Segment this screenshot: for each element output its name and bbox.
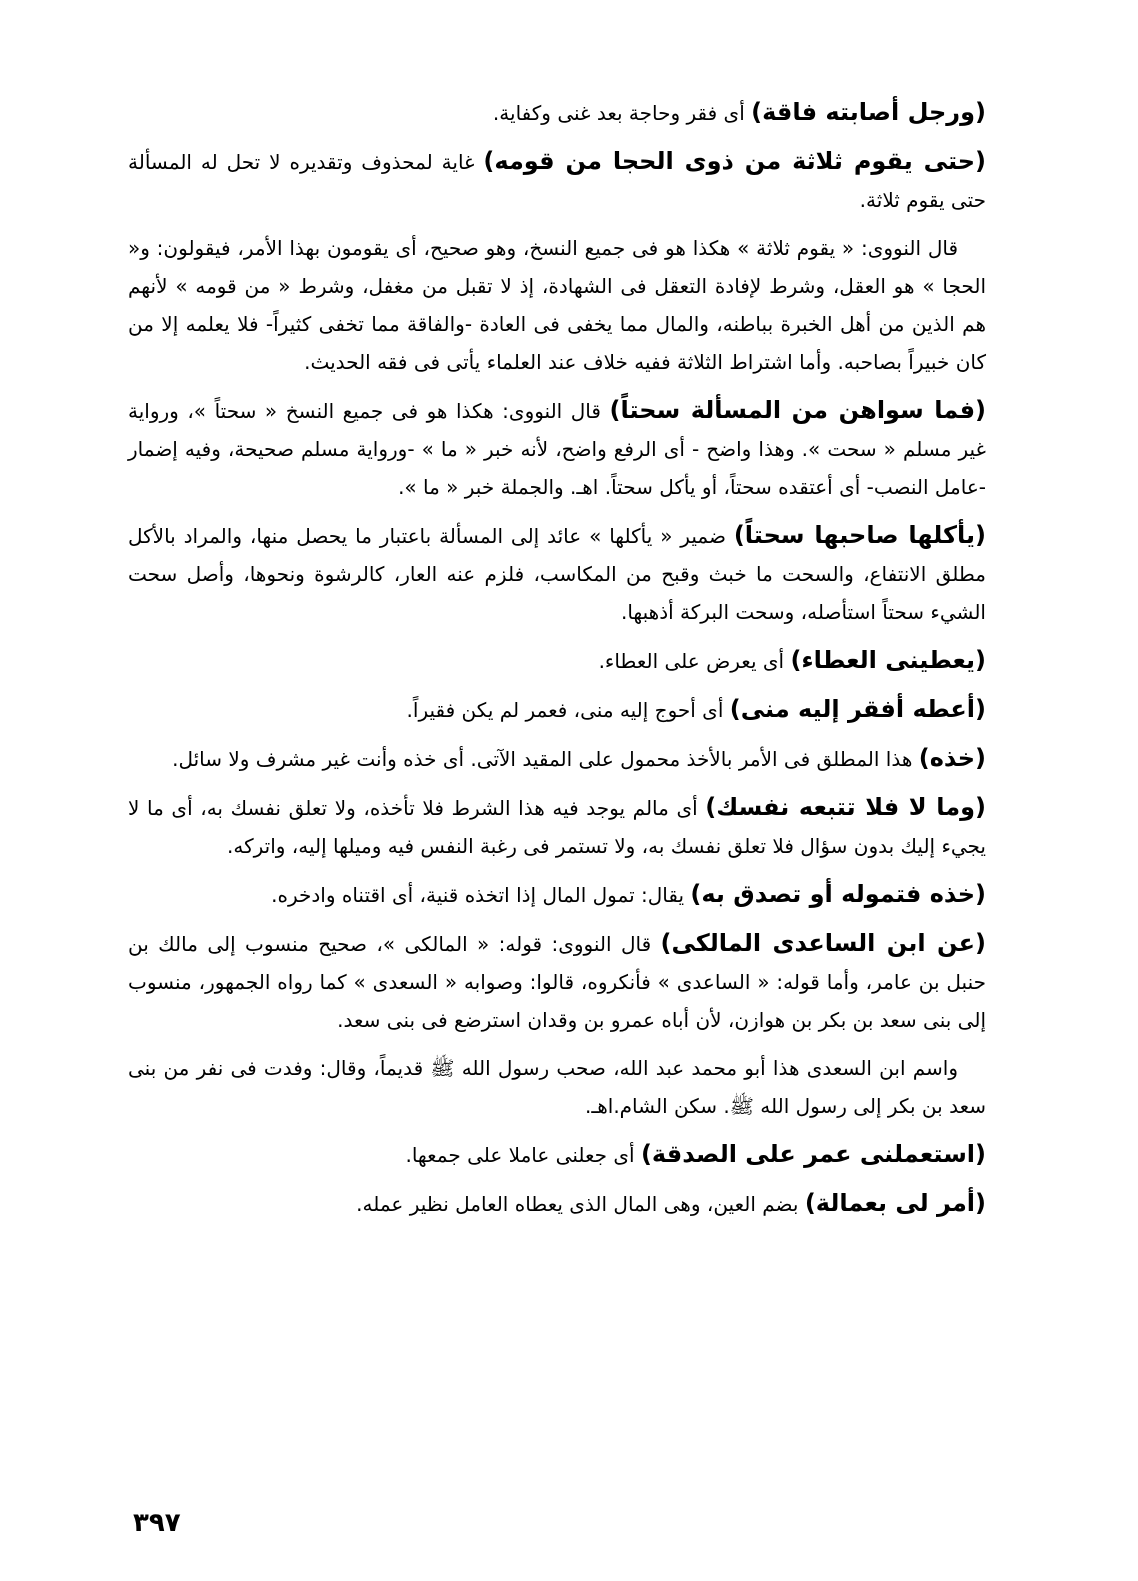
- paragraph: [128, 788, 986, 865]
- hadith-term: (يأكلها صاحبها سحتاً): [733, 521, 986, 549]
- paragraph: [128, 641, 986, 680]
- hadith-term: (خذه فتموله أو تصدق به): [690, 880, 986, 908]
- commentary-text: ضمير « يأكلها » عائد إلى المسألة باعتبار ما يحصل منها، والمراد بالأكل مطلق الانتفاع، والسحت ما خبث وقبح من المكاسب، فلزم عنه العار، كالرشوة ونحوها، وأصل سحت الشيء سحتاً استأصله، وسحت البركة أذهبها.: [128, 524, 986, 624]
- paragraph: [128, 229, 986, 381]
- hadith-term: (خذه): [918, 744, 986, 772]
- paragraph: [128, 516, 986, 631]
- paragraph: [128, 1049, 986, 1125]
- page-number: ٣٩٧: [133, 1508, 181, 1538]
- paragraph: [128, 690, 986, 729]
- paragraph: [128, 924, 986, 1039]
- body-text: [128, 93, 986, 1233]
- hadith-term: (ورجل أصابته فاقة): [751, 98, 986, 126]
- commentary-text: أى يعرض على العطاء.: [598, 649, 791, 673]
- hadith-term: (أمر لى بعمالة): [804, 1189, 986, 1217]
- paragraph: [128, 391, 986, 506]
- hadith-term: (فما سواهن من المسألة سحتاً): [609, 396, 987, 424]
- hadith-term: (حتى يقوم ثلاثة من ذوى الحجا من قومه): [483, 147, 986, 175]
- paragraph: [128, 1135, 986, 1174]
- hadith-term: (استعملنى عمر على الصدقة): [640, 1140, 986, 1168]
- commentary-text: أى فقر وحاجة بعد غنى وكفاية.: [492, 101, 752, 125]
- commentary-text: يقال: تمول المال إذا اتخذه قنية، أى اقتناه وادخره.: [271, 883, 691, 907]
- paragraph: [128, 1184, 986, 1223]
- commentary-text: بضم العين، وهى المال الذى يعطاه العامل نظير عمله.: [356, 1192, 805, 1216]
- commentary-text: هذا المطلق فى الأمر بالأخذ محمول على المقيد الآتى. أى خذه وأنت غير مشرف ولا سائل.: [172, 747, 919, 771]
- paragraph: [128, 739, 986, 778]
- hadith-term: (أعطه أفقر إليه منى): [729, 695, 986, 723]
- commentary-text: واسم ابن السعدى هذا أبو محمد عبد الله، صحب رسول الله ﷺ قديماً، وقال: وفدت فى نفر من بنى سعد بن بكر إلى رسول الله ﷺ. سكن الشام.اهـ.: [128, 1056, 986, 1118]
- hadith-term: (عن ابن الساعدى المالكى): [660, 929, 986, 957]
- commentary-text: قال النووى: هكذا هو فى جميع النسخ « سحتاً »، ورواية غير مسلم « سحت ». وهذا واضح - أى الرفع واضح، لأنه خبر « ما » -ورواية مسلم صحيحة، وفيه إضمار -عامل النصب- أى أعتقده سحتاً، أو يأكل سحتاً. اهـ. والجملة خبر « ما ».: [128, 399, 986, 499]
- hadith-term: (وما لا فلا تتبعه نفسك): [705, 793, 986, 821]
- hadith-term: (يعطينى العطاء): [790, 646, 986, 674]
- commentary-text: أى جعلنى عاملا على جمعها.: [405, 1143, 641, 1167]
- commentary-text: غاية لمحذوف وتقديره لا تحل له المسألة حتى يقوم ثلاثة.: [128, 150, 986, 212]
- commentary-text: أى مالم يوجد فيه هذا الشرط فلا تأخذه، ولا تعلق نفسك به، أى ما لا يجيء إليك بدون سؤال فلا تعلق نفسك به، ولا تستمر فى رغبة النفس فيه وميلها إليه، واتركه.: [128, 796, 986, 858]
- commentary-text: قال النووى: « يقوم ثلاثة » هكذا هو فى جميع النسخ، وهو صحيح، أى يقومون بهذا الأمر، فيقولون: و« الحجا » هو العقل، وشرط لإفادة التعقل فى الشهادة، إذ لا تقبل من مغفل، وشرط « من قومه » لأنهم هم الذين من أهل الخبرة بباطنه، والمال مما يخفى فى العادة -والفاقة مما تخفى كثيراً- فلا يعلمه إلا من كان خبيراً بصاحبه. وأما اشتراط الثلاثة ففيه خلاف عند العلماء يأتى فى فقه الحديث.: [128, 236, 986, 374]
- commentary-text: قال النووى: قوله: « المالكى »، صحيح منسوب إلى مالك بن حنبل بن عامر، وأما قوله: « الساعدى » فأنكروه، قالوا: وصوابه « السعدى » كما رواه الجمهور، منسوب إلى بنى سعد بن بكر بن هوازن، لأن أباه عمرو بن وقدان استرضع فى بنى سعد.: [128, 932, 986, 1032]
- paragraph: [128, 875, 986, 914]
- paragraph: [128, 142, 986, 219]
- paragraph: [128, 93, 986, 132]
- commentary-text: أى أحوج إليه منى، فعمر لم يكن فقيراً.: [406, 698, 730, 722]
